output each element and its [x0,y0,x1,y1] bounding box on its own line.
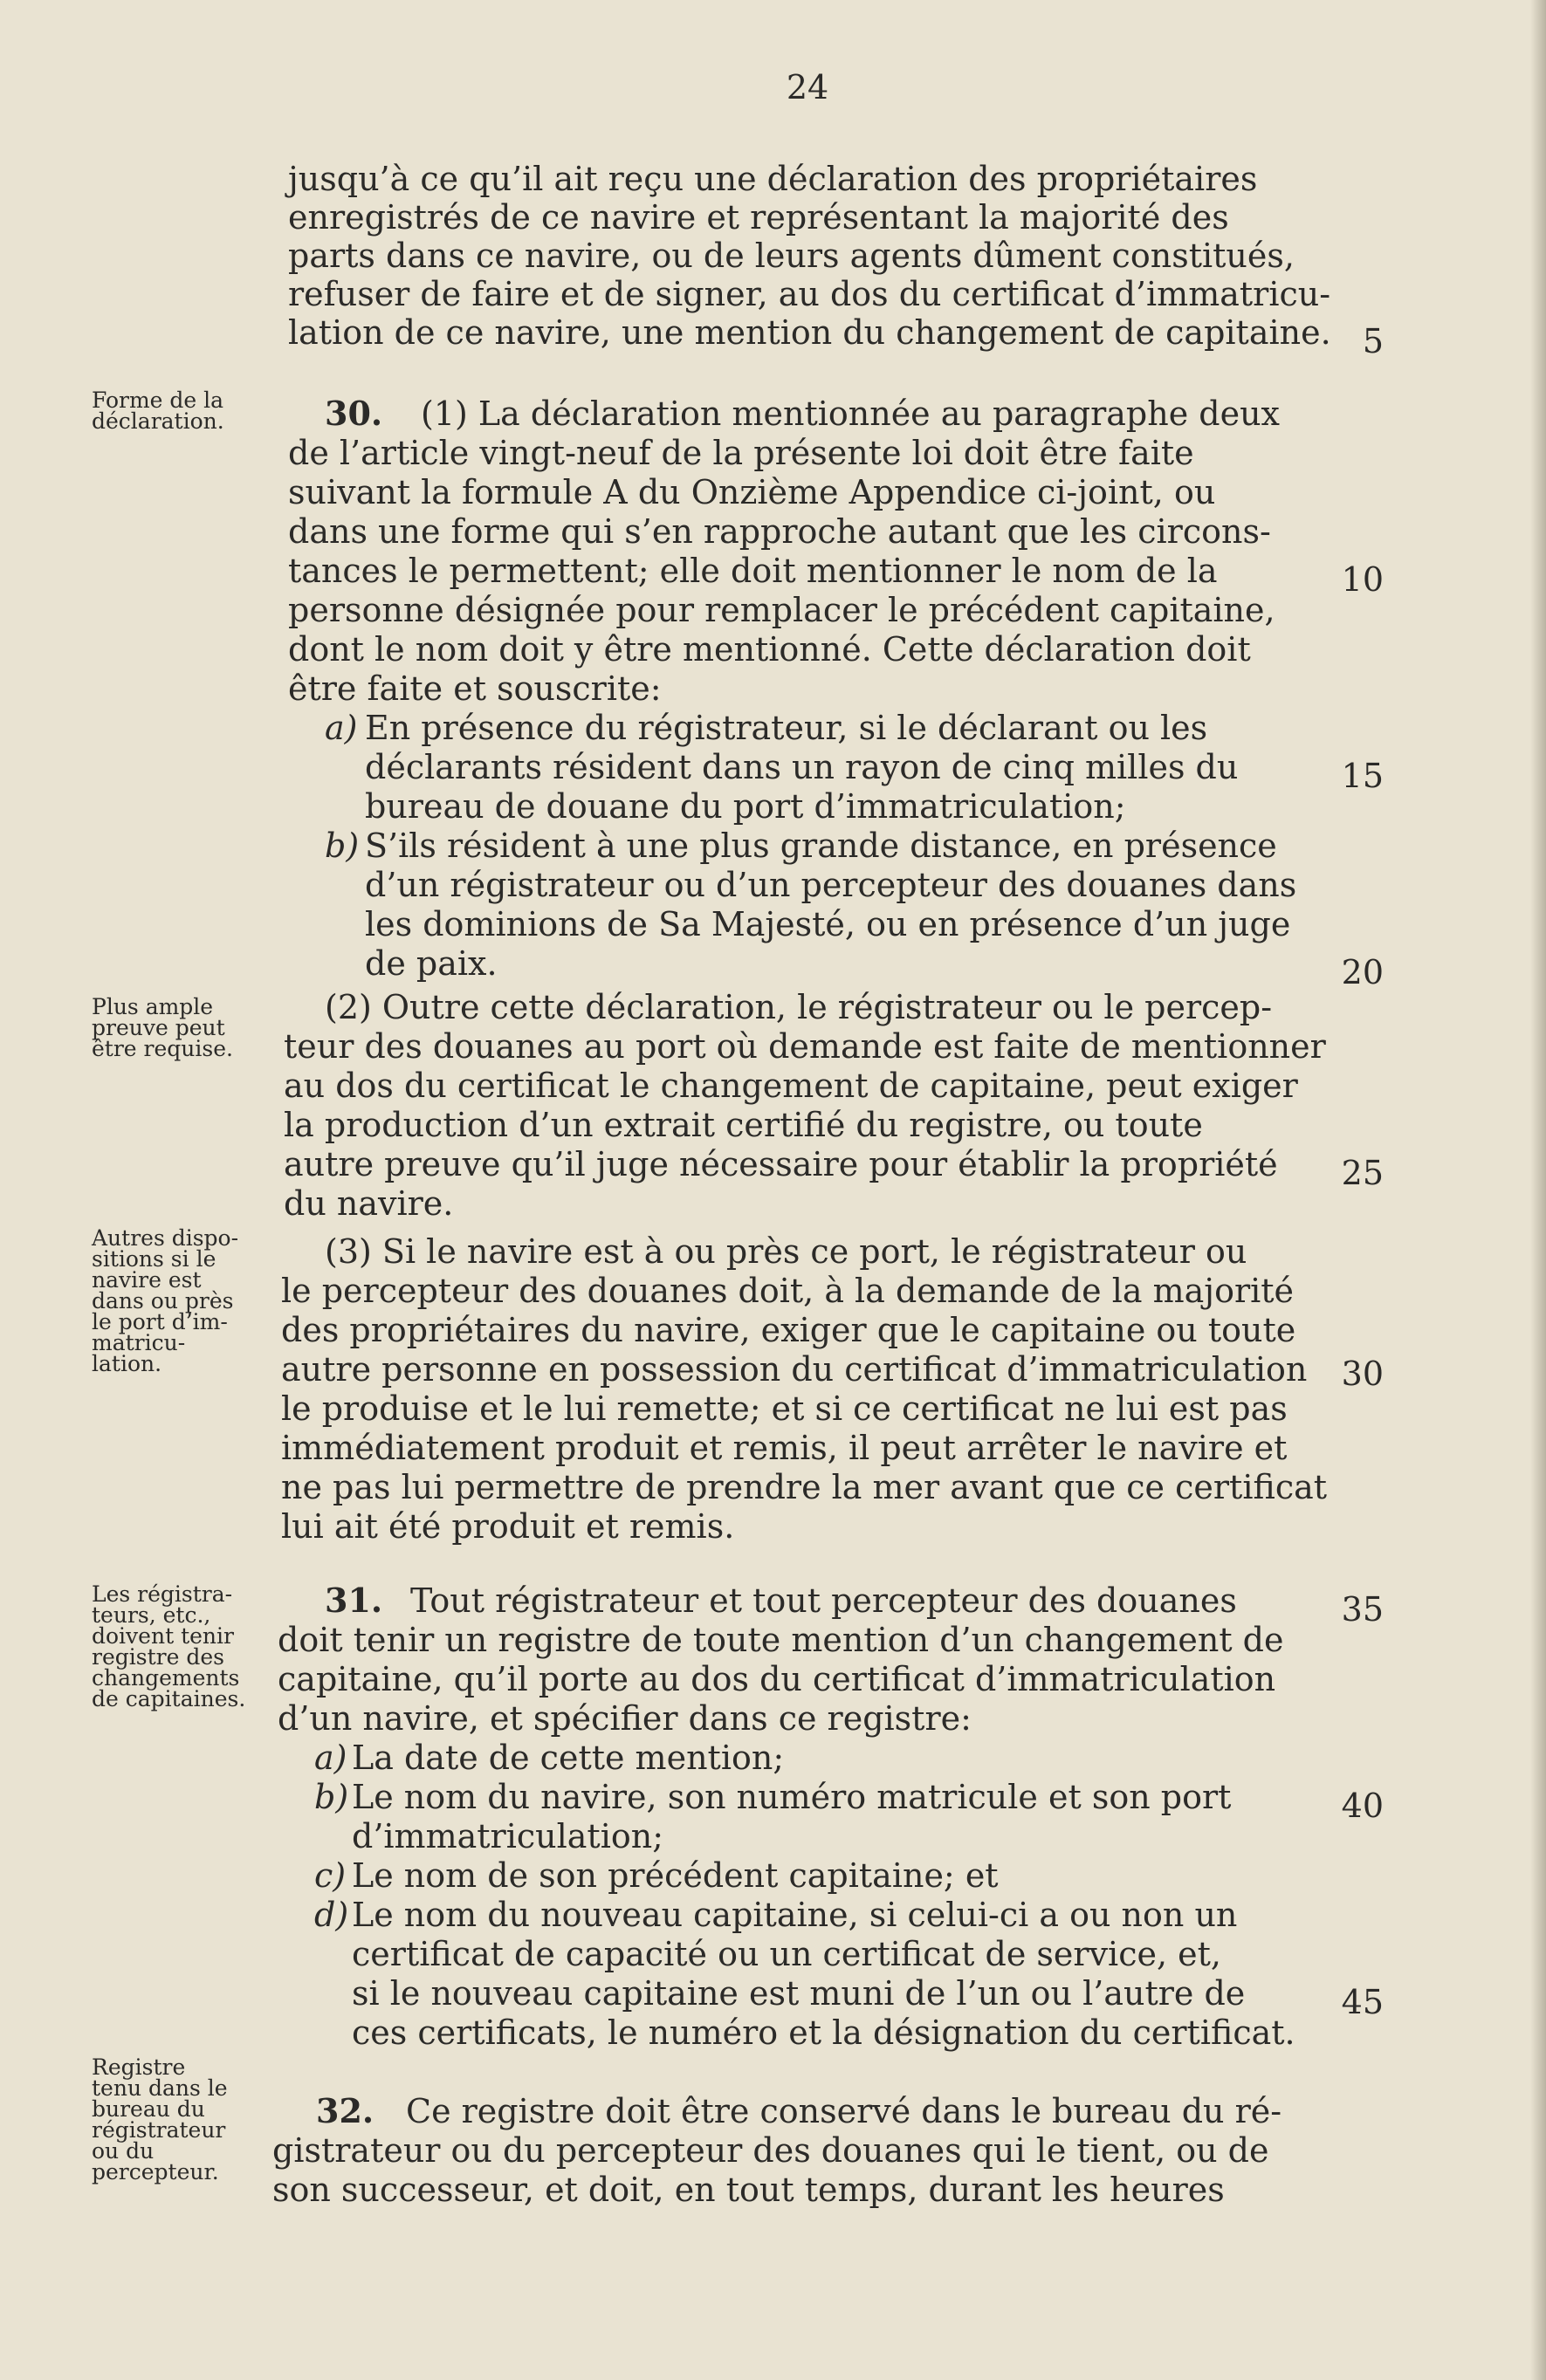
body-line: de paix. [365,944,498,983]
body-line: capitaine, qu’il porte au dos du certificat d’immatriculation [278,1660,1276,1698]
body-line: Le nom de son précédent capitaine; et [352,1856,999,1895]
body-line: personne désignée pour remplacer le précédent capitaine, [288,591,1275,629]
body-line: lui ait été produit et remis. [281,1507,735,1546]
body-line: La date de cette mention; [352,1739,785,1777]
body-line: refuser de faire et de signer, au dos du certificat d’immatricu- [288,275,1331,313]
list-marker: d) [314,1896,349,1934]
body-line: être faite et souscrite: [288,669,662,708]
body-line: certificat de capacité ou un certificat de service, et, [352,1935,1221,1973]
margin-note: bureau du [92,2096,205,2122]
list-marker: a) [314,1739,347,1777]
body-line: jusqu’à ce qu’il ait reçu une déclaration des propriétaires [288,160,1258,198]
section-number: 32. [316,2091,374,2130]
body-line: des propriétaires du navire, exiger que le capitaine ou toute [281,1311,1296,1349]
body-line: Ce registre doit être conservé dans le bureau du ré- [406,2092,1282,2130]
margin-note: teurs, etc., [92,1602,211,1628]
body-line: (2) Outre cette déclaration, le régistrateur ou le percep- [325,988,1273,1026]
line-number: 10 [1341,560,1384,599]
margin-note: régistrateur [92,2117,226,2143]
section-number: 31. [325,1581,383,1620]
margin-note: registre des [92,1644,224,1670]
body-line: d’immatriculation; [352,1817,664,1855]
body-line: d’un navire, et spécifier dans ce registre: [278,1699,972,1738]
margin-note: Autres dispo- [92,1225,239,1251]
body-line: En présence du régistrateur, si le déclarant ou les [365,709,1208,747]
body-line: doit tenir un registre de toute mention d’un changement de [278,1621,1284,1659]
line-number: 20 [1341,953,1384,991]
body-line: S’ils résident à une plus grande distance, en présence [365,826,1277,865]
body-line: d’un régistrateur ou d’un percepteur des douanes dans [365,866,1297,904]
list-marker: b) [325,826,360,865]
line-number: 15 [1341,757,1384,795]
margin-note: Registre [92,2054,186,2080]
body-line: Le nom du navire, son numéro matricule et son port [352,1778,1232,1816]
margin-note: lation. [92,1351,162,1376]
margin-note: sitions si le [92,1246,216,1272]
body-line: tances le permettent; elle doit mentionner le nom de la [288,552,1218,590]
margin-note: navire est [92,1267,202,1293]
margin-note: tenu dans le [92,2075,228,2101]
body-line: ces certificats, le numéro et la désignation du certificat. [352,2013,1295,2052]
line-number: 35 [1341,1590,1384,1629]
line-number: 5 [1362,322,1384,360]
page-number: 24 [786,68,829,106]
page-edge [1530,0,1546,2380]
margin-note: doivent tenir [92,1623,234,1649]
margin-note: de capitaines. [92,1686,246,1711]
body-line: autre personne en possession du certificat d’immatriculation [281,1350,1308,1389]
margin-note: Plus ample [92,994,214,1019]
list-marker: b) [314,1778,349,1816]
body-line: Le nom du nouveau capitaine, si celui-ci a ou non un [352,1896,1238,1934]
body-line: Tout régistrateur et tout percepteur des douanes [410,1581,1237,1620]
margin-note: le port d’im- [92,1309,228,1334]
line-number: 40 [1341,1787,1384,1825]
body-line: dont le nom doit y être mentionné. Cette déclaration doit [288,630,1251,669]
line-number: 25 [1341,1154,1384,1192]
line-number: 30 [1341,1355,1384,1393]
section-number: 30. [325,394,383,433]
body-line: déclarants résident dans un rayon de cinq milles du [365,748,1239,786]
body-line: suivant la formule A du Onzième Appendice ci-joint, ou [288,473,1216,511]
list-marker: c) [314,1856,347,1895]
body-line: (1) La déclaration mentionnée au paragraphe deux [421,394,1280,433]
body-line: parts dans ce navire, ou de leurs agents dûment constitués, [288,237,1295,275]
margin-note: percepteur. [92,2159,219,2185]
margin-note: ou du [92,2138,155,2164]
body-line: la production d’un extrait certifié du registre, ou toute [284,1106,1203,1144]
body-line: si le nouveau capitaine est muni de l’un ou l’autre de [352,1974,1246,2013]
list-marker: a) [325,709,358,747]
margin-note: changements [92,1665,240,1691]
margin-note: Les régistra- [92,1581,233,1607]
body-line: (3) Si le navire est à ou près ce port, le régistrateur ou [325,1232,1247,1271]
body-line: les dominions de Sa Majesté, ou en présence d’un juge [365,905,1291,943]
margin-note: Forme de la [92,388,224,413]
margin-note: matricu- [92,1330,186,1355]
margin-note: dans ou près [92,1288,234,1313]
body-line: bureau de douane du port d’immatriculation; [365,787,1126,826]
body-line: le produise et le lui remette; et si ce certificat ne lui est pas [281,1389,1288,1428]
body-line: son successeur, et doit, en tout temps, durant les heures [272,2171,1225,2209]
body-line: de l’article vingt-neuf de la présente loi doit être faite [288,434,1194,472]
body-line: enregistrés de ce navire et représentant la majorité des [288,198,1229,237]
body-line: dans une forme qui s’en rapproche autant que les circons- [288,512,1271,551]
body-line: au dos du certificat le changement de capitaine, peut exiger [284,1067,1298,1105]
body-line: le percepteur des douanes doit, à la demande de la majorité [281,1272,1295,1310]
body-line: ne pas lui permettre de prendre la mer avant que ce certificat [281,1468,1328,1506]
margin-note: déclaration. [92,408,224,434]
body-line: gistrateur ou du percepteur des douanes qui le tient, ou de [272,2131,1269,2170]
body-line: du navire. [284,1184,454,1223]
body-line: teur des douanes au port où demande est faite de mentionner [284,1027,1326,1066]
body-line: immédiatement produit et remis, il peut arrêter le navire et [281,1429,1288,1467]
line-number: 45 [1341,1983,1384,2021]
margin-note: être requise. [92,1036,233,1061]
margin-note: preuve peut [92,1015,225,1040]
body-line: autre preuve qu’il juge nécessaire pour établir la propriété [284,1145,1278,1183]
body-line: lation de ce navire, une mention du changement de capitaine. [288,313,1331,352]
